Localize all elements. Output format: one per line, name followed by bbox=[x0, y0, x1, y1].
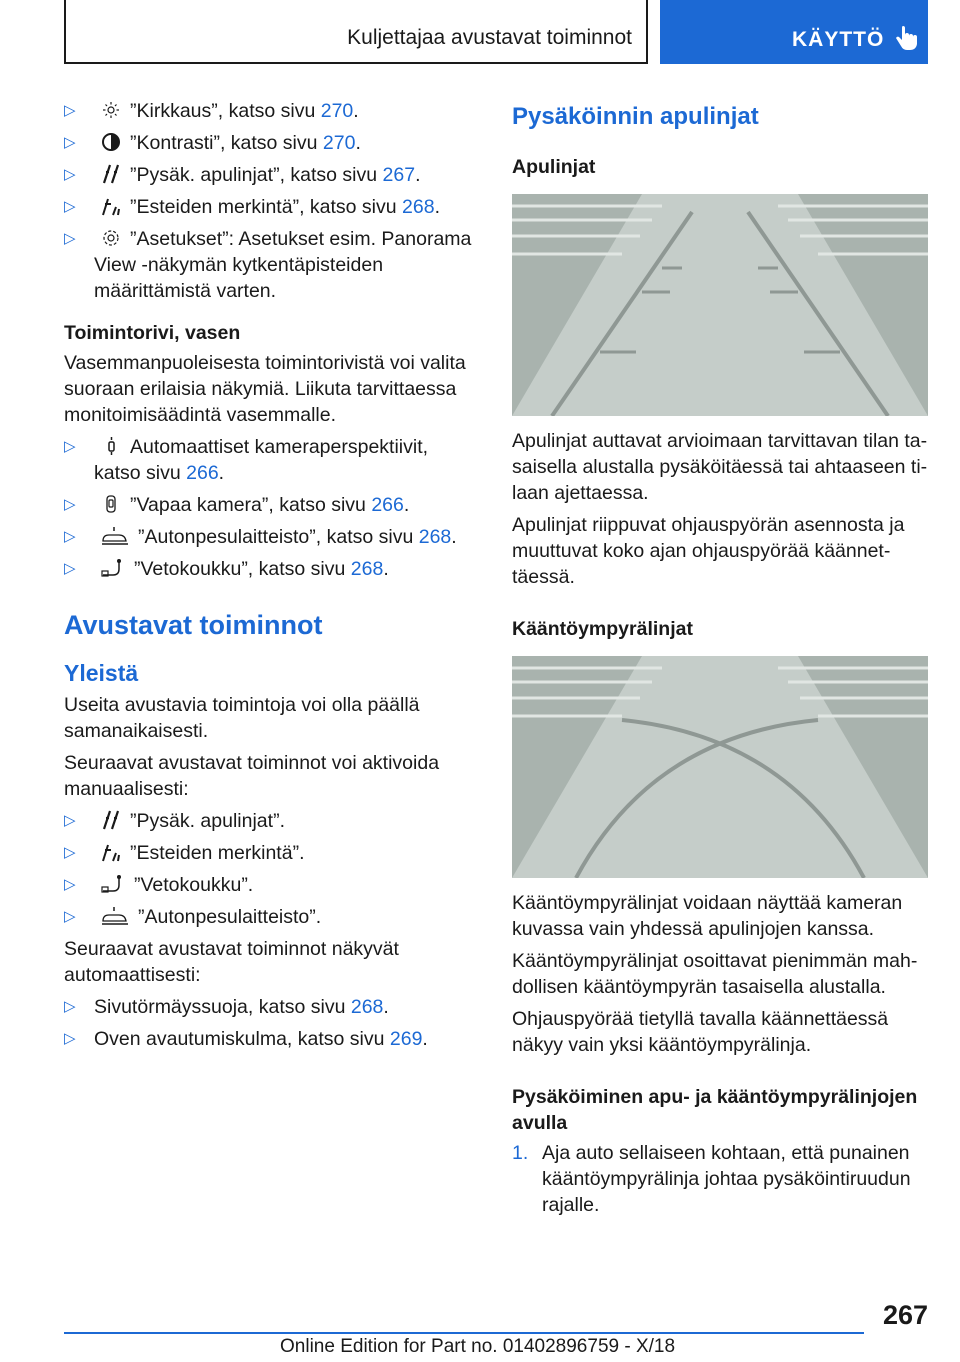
item-text: ”Asetukset”: Asetukset esim. Panorama View -näkymän kytkentäpisteiden määrittämistä varten. bbox=[94, 228, 472, 302]
page-header bbox=[64, 0, 928, 66]
bullet-triangle-icon: ▷ bbox=[64, 998, 76, 1015]
list-item bbox=[64, 130, 476, 156]
page-link[interactable]: 268 bbox=[418, 526, 452, 548]
guidelines-paragraph-1: Apulinjat auttavat arvioimaan tarvittavan tilan tasaisella alustalla pysäköitäessä tai ahtaaseen tilaan ajettaessa. bbox=[512, 430, 928, 504]
contrast-icon bbox=[100, 132, 122, 152]
item-text: ”Vapaa kamera”, katso sivu bbox=[130, 494, 372, 516]
list-item bbox=[64, 904, 476, 930]
list-item bbox=[64, 492, 476, 518]
item-text: Sivutörmäyssuoja, katso sivu bbox=[94, 996, 351, 1018]
footer-divider bbox=[64, 1332, 864, 1334]
toolbar-paragraph: Vasemmanpuoleisesta toimintorivistä voi valita suoraan erilaisia näkymiä. Liikuta tarvittaessa monitoimisäädintä vasemmalle. bbox=[64, 352, 466, 426]
brightness-icon bbox=[100, 100, 122, 120]
list-item bbox=[64, 434, 476, 486]
item-text-end: . bbox=[403, 494, 410, 516]
bullet-triangle-icon: ▷ bbox=[64, 198, 76, 215]
auto-camera-icon bbox=[100, 436, 122, 456]
right-column bbox=[512, 98, 928, 1218]
list-item bbox=[64, 556, 476, 582]
list-item bbox=[64, 226, 476, 304]
page-link[interactable]: 270 bbox=[320, 100, 354, 122]
item-text-end: . bbox=[353, 100, 359, 122]
item-text-end: . bbox=[434, 196, 440, 218]
bullet-triangle-icon: ▷ bbox=[64, 560, 76, 577]
list-item bbox=[64, 840, 476, 866]
step-number: 1. bbox=[512, 1142, 529, 1164]
item-text: ”Vetokoukku”. bbox=[134, 874, 254, 896]
obstacle-marking-icon bbox=[100, 842, 122, 862]
turning-circle-camera-image bbox=[512, 656, 928, 878]
list-item bbox=[64, 162, 476, 188]
turning-paragraph-2: Kääntöympyrälinjat osoittavat pienimmän mahdollisen kääntöympyrän tasaisella alustalla. bbox=[512, 950, 918, 998]
turning-circle-heading: Kääntöympyrälinjat bbox=[512, 618, 693, 640]
item-text: ”Esteiden merkintä”, katso sivu bbox=[130, 196, 403, 218]
list-item bbox=[64, 524, 476, 550]
chapter-tab-label: KÄYTTÖ bbox=[792, 28, 885, 51]
guidelines-paragraph-2: Apulinjat riippuvat ohjauspyörän asennosta ja muuttuvat koko ajan ohjauspyörää käännettäessä. bbox=[512, 514, 905, 588]
bullet-triangle-icon: ▷ bbox=[64, 102, 76, 119]
item-text: ”Autonpesulaitteisto”, katso sivu bbox=[138, 526, 419, 548]
tow-hitch-icon bbox=[100, 558, 126, 578]
free-camera-icon bbox=[100, 494, 122, 514]
bullet-triangle-icon: ▷ bbox=[64, 876, 76, 893]
toolbar-heading: Toimintorivi, vasen bbox=[64, 322, 241, 344]
item-text-end: . bbox=[422, 1028, 428, 1050]
auto-paragraph: Seuraavat avustavat toiminnot näkyvät automaattisesti: bbox=[64, 938, 399, 986]
tow-hitch-icon bbox=[100, 874, 126, 894]
item-text: ”Pysäk. apulinjat”, katso sivu bbox=[130, 164, 383, 186]
list-item bbox=[64, 808, 476, 834]
bullet-triangle-icon: ▷ bbox=[64, 438, 76, 455]
page-link[interactable]: 266 bbox=[371, 494, 404, 516]
parking-guidelines-heading: Pysäköinnin apulinjat bbox=[512, 103, 759, 130]
item-text: Automaattiset kameraperspektiivit, katso sivu bbox=[94, 436, 429, 484]
parking-lines-icon bbox=[100, 164, 122, 184]
item-text-end: . bbox=[415, 164, 421, 186]
page-link[interactable]: 269 bbox=[389, 1028, 423, 1050]
list-item bbox=[64, 872, 476, 898]
bullet-triangle-icon: ▷ bbox=[64, 528, 76, 545]
footer-edition: Online Edition for Part no. 01402896759 - X/18 bbox=[280, 1336, 676, 1357]
car-wash-icon bbox=[100, 526, 130, 546]
item-text-end: . bbox=[383, 558, 389, 580]
item-text: ”Pysäk. apulinjat”. bbox=[130, 810, 285, 832]
item-text: ”Esteiden merkintä”. bbox=[130, 842, 305, 864]
parking-lines-icon bbox=[100, 810, 122, 830]
page-link[interactable]: 267 bbox=[382, 164, 416, 186]
list-item bbox=[64, 1026, 476, 1052]
step-text: Aja auto sellaiseen kohtaan, että punainen kääntöympyrälinja johtaa pysäköintiruudun rajalle. bbox=[542, 1142, 911, 1216]
guidelines-camera-image bbox=[512, 194, 928, 416]
item-text: ”Vetokoukku”, katso sivu bbox=[134, 558, 351, 580]
page-link[interactable]: 266 bbox=[186, 462, 219, 484]
bullet-triangle-icon: ▷ bbox=[64, 844, 76, 861]
header-frame bbox=[64, 0, 648, 64]
turning-paragraph-1: Kääntöympyrälinjat voidaan näyttää kameran kuvassa vain yhdessä apulinjojen kanssa. bbox=[512, 892, 903, 940]
bullet-triangle-icon: ▷ bbox=[64, 1030, 76, 1047]
general-paragraph-1: Useita avustavia toimintoja voi olla päällä samanaikaisesti. bbox=[64, 694, 420, 742]
chapter-tab bbox=[660, 0, 928, 64]
page-link[interactable]: 268 bbox=[350, 558, 384, 580]
left-column bbox=[64, 98, 476, 1058]
list-item bbox=[64, 194, 476, 220]
page-link[interactable]: 270 bbox=[322, 132, 356, 154]
bullet-triangle-icon: ▷ bbox=[64, 812, 76, 829]
list-item bbox=[64, 98, 476, 124]
obstacle-marking-icon bbox=[100, 196, 122, 216]
bullet-triangle-icon: ▷ bbox=[64, 908, 76, 925]
car-wash-icon bbox=[100, 906, 130, 926]
item-text-end: . bbox=[451, 526, 457, 548]
item-text-end: . bbox=[383, 996, 389, 1018]
item-text: ”Kirkkaus”, katso sivu bbox=[130, 100, 321, 122]
general-paragraph-2: Seuraavat avustavat toiminnot voi aktivoida manuaalisesti: bbox=[64, 752, 440, 800]
bullet-triangle-icon: ▷ bbox=[64, 166, 76, 183]
page-link[interactable]: 268 bbox=[402, 196, 435, 218]
item-text: ”Autonpesulaitteisto”. bbox=[138, 906, 322, 928]
settings-gear-icon bbox=[100, 228, 122, 248]
item-text: ”Kontrasti”, katso sivu bbox=[130, 132, 323, 154]
list-item bbox=[64, 994, 476, 1020]
item-text-end: . bbox=[218, 462, 225, 484]
section-heading: Avustavat toiminnot bbox=[64, 610, 323, 640]
page-number: 267 bbox=[882, 1300, 928, 1330]
page-link[interactable]: 268 bbox=[350, 996, 384, 1018]
hand-pointer-icon bbox=[896, 26, 918, 52]
bullet-triangle-icon: ▷ bbox=[64, 496, 76, 513]
parking-with-lines-heading: Pysäköiminen apu- ja kääntöympyrälinjojen avulla bbox=[512, 1086, 918, 1134]
bullet-triangle-icon: ▷ bbox=[64, 230, 76, 247]
section-title: Kuljettajaa avustavat toiminnot bbox=[347, 26, 632, 49]
item-text-end: . bbox=[355, 132, 361, 154]
bullet-triangle-icon: ▷ bbox=[64, 134, 76, 151]
numbered-step bbox=[512, 1140, 928, 1218]
general-heading: Yleistä bbox=[64, 660, 139, 686]
item-text: Oven avautumiskulma, katso sivu bbox=[94, 1028, 390, 1050]
guidelines-heading: Apulinjat bbox=[512, 156, 596, 178]
turning-paragraph-3: Ohjauspyörää tietyllä tavalla käännettäessä näkyy vain yksi kääntöympyrälinja. bbox=[512, 1008, 889, 1056]
